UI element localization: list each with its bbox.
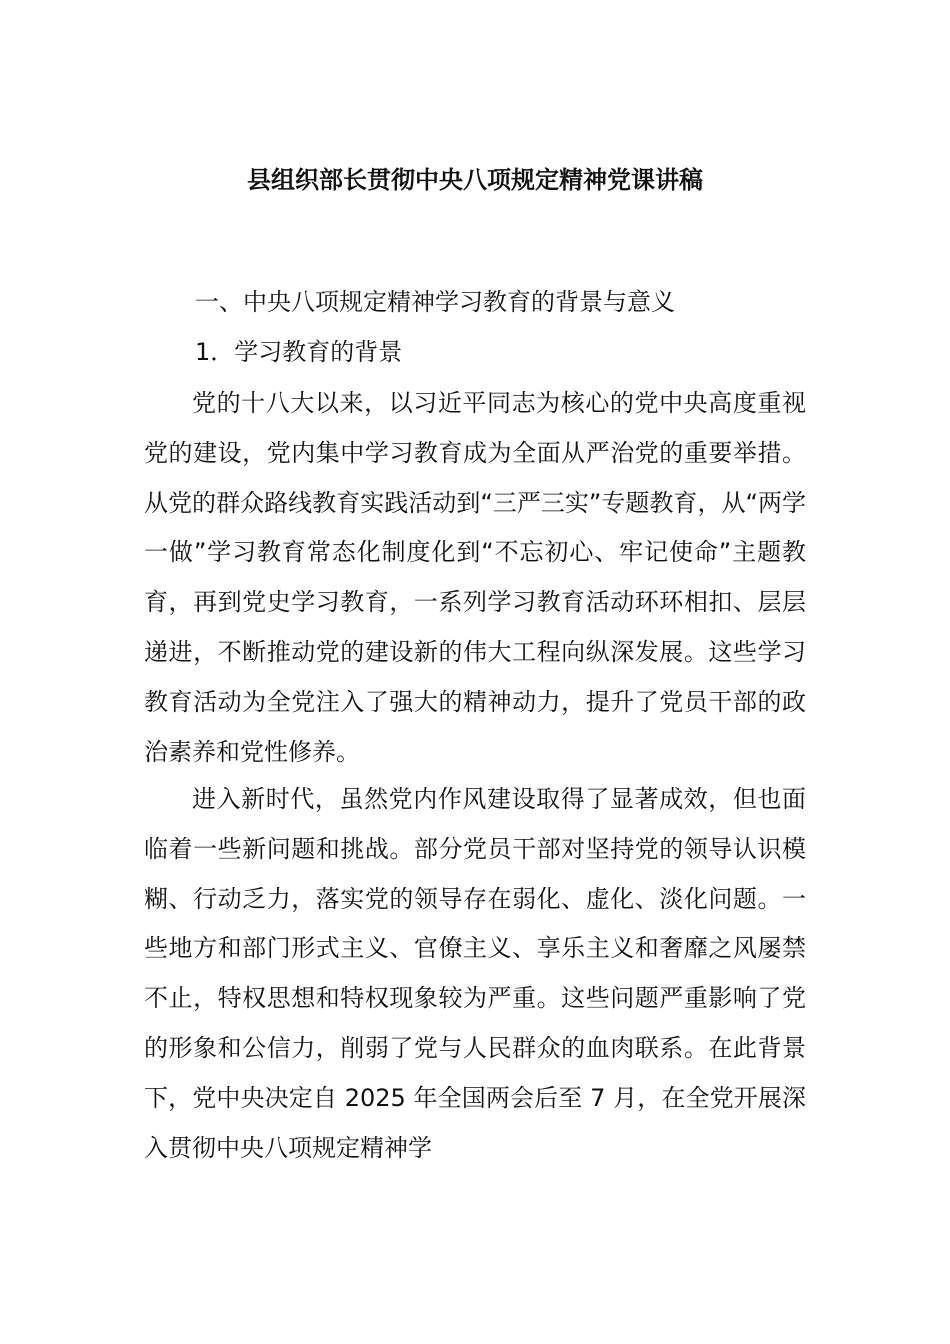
body-paragraph: 党的十八大以来，以习近平同志为核心的党中央高度重视党的建设，党内集中学习教育成为全面从严治党的重要举措。从党的群众路线教育实践活动到“三严三实”专题教育，从“两学一做”学习教育常态化制度化到“不忘初心、牢记使命”主题教育，再到党史学习教育，一系列学习教育活动环环相扣、层层递进，不断推动党的建设新的伟大工程向纵深发展。这些学习教育活动为全党注入了强大的精神动力，提升了党员干部的政治素养和党性修养。 <box>144 389 806 766</box>
section-heading: 一、中央八项规定精神学习教育的背景与意义 <box>195 288 675 316</box>
subsection-heading: 1．学习教育的背景 <box>195 338 403 366</box>
document-title: 县组织部长贯彻中央八项规定精神党课讲稿 <box>247 166 703 194</box>
body-paragraph: 进入新时代，虽然党内作风建设取得了显著成效，但也面临着一些新问题和挑战。部分党员干部对坚持党的领导认识模糊、行动乏力，落实党的领导存在弱化、虚化、淡化问题。一些地方和部门形式主义、官僚主义、享乐主义和奢靡之风屡禁不止，特权思想和特权现象较为严重。这些问题严重影响了党的形象和公信力，削弱了党与人民群众的血肉联系。在此背景下，党中央决定自 2025 年全国两会后至 7 月，在全党开展深入贯彻中央八项规定精神学 <box>144 785 806 1162</box>
